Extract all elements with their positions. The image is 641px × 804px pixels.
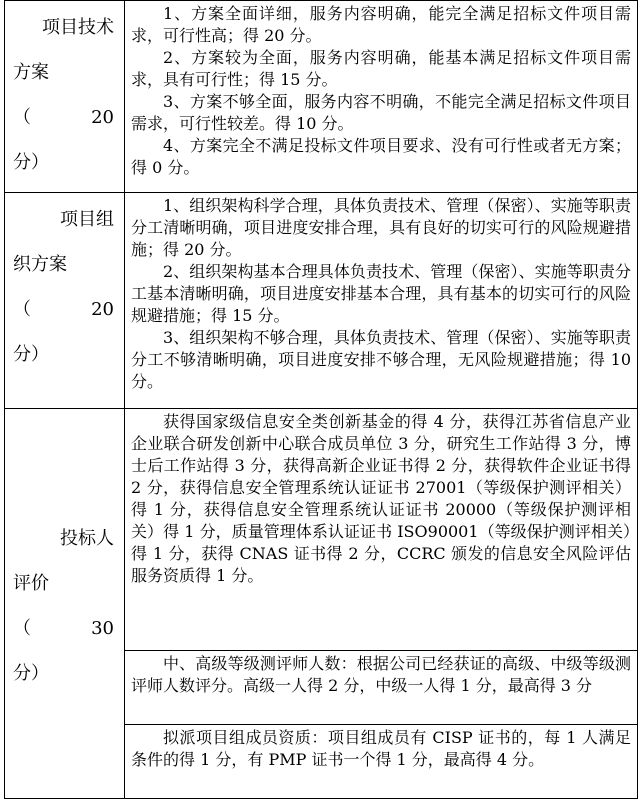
criterion-label-line: 项目组 bbox=[60, 209, 114, 230]
criterion-label-line: 方案 bbox=[13, 62, 49, 83]
criterion-content-cell bbox=[125, 725, 638, 799]
criterion-content-cell bbox=[125, 651, 638, 725]
criterion-label-cell bbox=[5, 1, 125, 193]
criterion-label-line: （ bbox=[13, 299, 31, 320]
criterion-content-cell bbox=[125, 193, 638, 409]
criterion-label-line: 项目技术 bbox=[42, 17, 114, 38]
criterion-label-cell bbox=[5, 409, 125, 799]
scoring-rule: 2、组织架构基本合理具体负责技术、管理（保密）、实施等职责分工基本清晰明确，项目进度安排基本合理，具有基本的切实可行的风险规避措施；得 15 分。 bbox=[131, 262, 631, 325]
table-row bbox=[5, 193, 638, 409]
scoring-rule: 4、方案完全不满足投标文件项目要求、没有可行性或者无方案；得 0 分。 bbox=[131, 136, 631, 177]
criterion-label-line: 分） bbox=[13, 344, 49, 365]
scoring-rule: 3、方案不够全面，服务内容不明确，不能完全满足招标文件项目需求，可行性较差。得 10 分。 bbox=[131, 92, 631, 133]
scoring-table bbox=[4, 0, 638, 799]
criterion-content-cell bbox=[125, 409, 638, 651]
scoring-rule: 获得国家级信息安全类创新基金的得 4 分，获得江苏省信息产业企业联合研发创新中心联合成员单位 3 分，研究生工作站得 3 分，博士后工作站得 3 分，获得高新企业证书得 2 分，获得软件企业证书得 2 分，获得信息安全管理系统认证证书 27001（等级保护测评相关）得 1 分，获得信息安全管理系统认证证书 20000（等级保护测评相关）得 1 分，质量管理体系认证证书 ISO90001（等级保护测评相关）得 1 分，获得 CNAS 证书得 2 分，CCRC 颁发的信息安全风险评估服务资质得 1 分。 bbox=[131, 412, 631, 585]
criterion-content-cell bbox=[125, 1, 638, 193]
criterion-label-line: 评价 bbox=[13, 572, 49, 594]
criterion-label-cell bbox=[5, 193, 125, 409]
scoring-rule: 中、高级等级测评师人数：根据公司已经获证的高级、中级等级测评师人数评分。高级一人得 2 分，中级一人得 1 分，最高得 3 分 bbox=[131, 654, 631, 695]
criterion-points: 30 bbox=[91, 617, 114, 639]
criterion-points: 20 bbox=[91, 299, 114, 320]
scoring-rule: 1、组织架构科学合理，具体负责技术、管理（保密）、实施等职责分工清晰明确，项目进度安排合理，具有良好的切实可行的风险规避措施；得 20 分。 bbox=[131, 196, 631, 259]
criterion-label-line: 分） bbox=[13, 152, 49, 173]
criterion-points: 20 bbox=[91, 107, 114, 128]
criterion-label-line: 投标人 bbox=[60, 527, 114, 549]
criterion-label-line: 分） bbox=[13, 662, 49, 684]
scoring-rule: 3、组织架构不够合理，具体负责技术、管理（保密）、实施等职责分工不够清晰明确，项目进度安排不够合理，无风险规避措施；得 10 分。 bbox=[131, 328, 631, 391]
table-row bbox=[5, 409, 638, 651]
table-row bbox=[5, 1, 638, 193]
criterion-label-line: （ bbox=[13, 107, 31, 128]
scoring-rule: 2、方案较为全面，服务内容明确，能基本满足招标文件项目需求，具有可行性；得 15 分。 bbox=[131, 48, 631, 89]
criterion-label-line: 织方案 bbox=[13, 254, 67, 275]
criterion-label-line: （ bbox=[13, 617, 31, 639]
scoring-rule: 拟派项目组成员资质：项目组成员有 CISP 证书的，每 1 人满足条件的得 1 分，有 PMP 证书一个得 1 分，最高得 4 分。 bbox=[131, 728, 631, 769]
scoring-rule: 1、方案全面详细，服务内容明确，能完全满足招标文件项目需求，可行性高；得 20 分。 bbox=[131, 4, 631, 45]
